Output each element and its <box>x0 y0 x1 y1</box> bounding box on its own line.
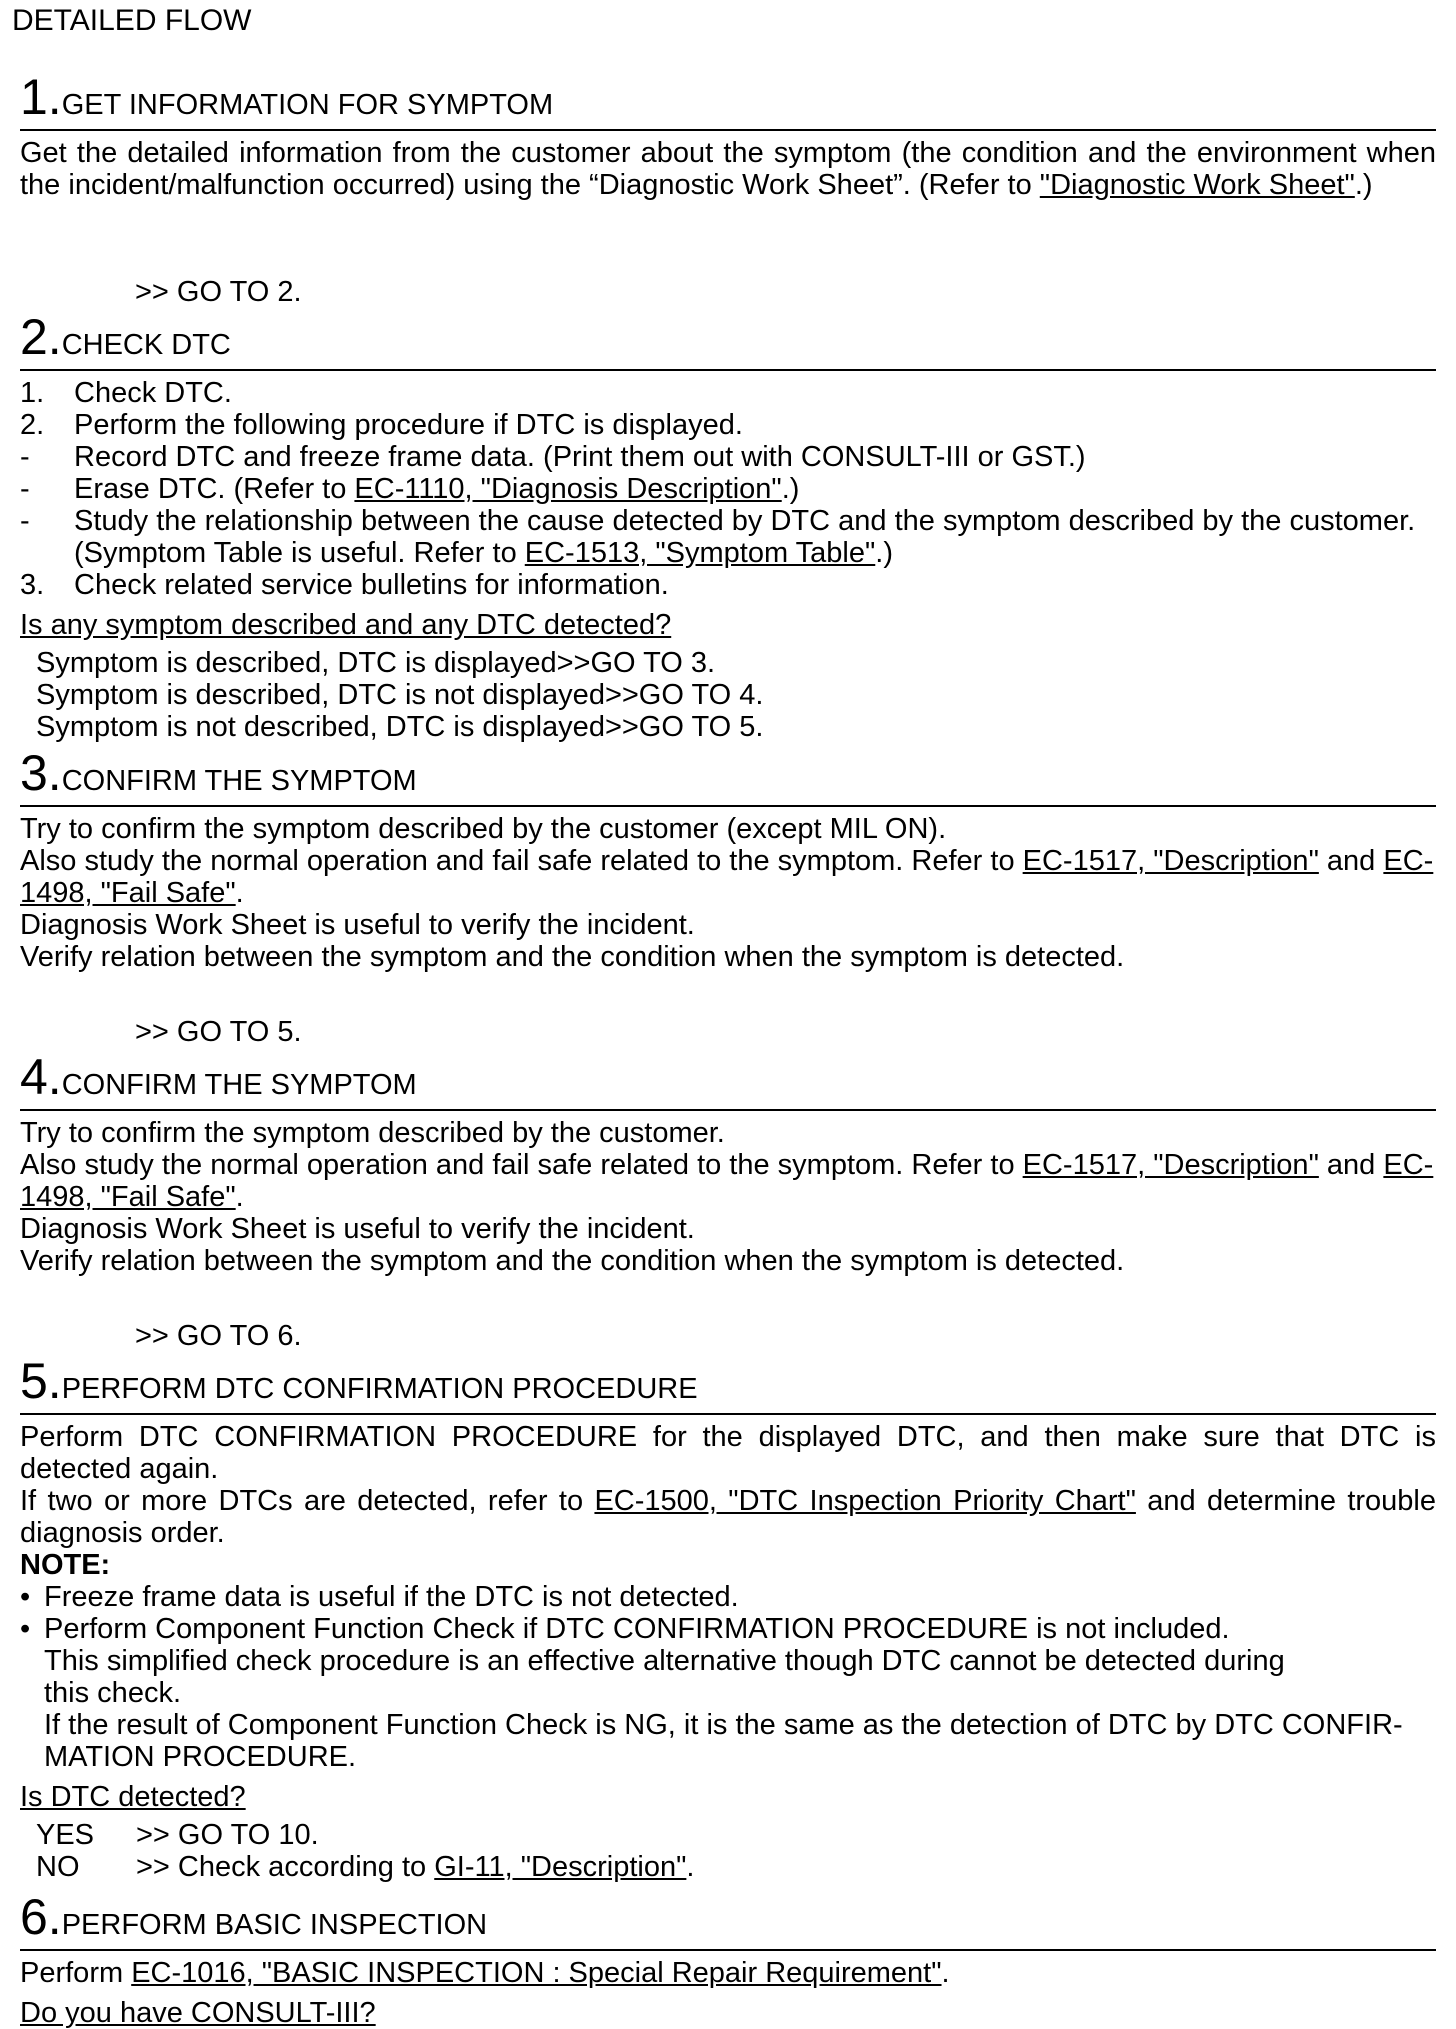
paragraph: Try to confirm the symptom described by the customer. <box>20 1117 725 1149</box>
list-marker: - <box>20 505 30 537</box>
step-number: 1. <box>20 69 62 125</box>
paragraph <box>20 845 1436 909</box>
step-body <box>20 807 1436 973</box>
step-title: CONFIRM THE SYMPTOM <box>61 765 417 797</box>
step-body <box>20 131 1436 201</box>
list-item <box>20 505 1436 569</box>
paragraph: Try to confirm the symptom described by the customer (except MIL ON). <box>20 813 947 845</box>
step-2 <box>20 309 1436 743</box>
step-number: 6. <box>20 1889 62 1945</box>
goto-step-2: >> GO TO 2. <box>135 276 302 308</box>
paragraph <box>20 1149 1436 1213</box>
note-text: If the result of Component Function Check is NG, it is the same as the detection of DTC by DTC CONFIR- MATION PROCEDURE. <box>44 1709 1403 1773</box>
bullet-marker: • <box>20 1581 31 1613</box>
step-number: 5. <box>20 1353 62 1409</box>
text: Get the detailed information from the customer about the symptom (the condition and the environment when the incident/malfunction occurred) using the “Diagnostic Work Sheet”. (Refer to <box>20 137 1436 201</box>
answer-label: YES <box>36 1819 95 1851</box>
text: Also study the normal operation and fail safe related to the symptom. Refer to <box>20 845 1023 877</box>
step-header <box>20 745 1436 807</box>
text: and <box>1318 845 1384 877</box>
step-header <box>20 1889 1436 1951</box>
step-title: GET INFORMATION FOR SYMPTOM <box>61 89 554 121</box>
text: If two or more DTCs are detected, refer to <box>20 1485 595 1517</box>
paragraph <box>20 137 1436 201</box>
step-header <box>20 1353 1436 1415</box>
list-item <box>20 473 1436 505</box>
text: . <box>941 1957 950 1989</box>
text: Study the relationship between the cause detected by DTC and the symptom described by the customer. <box>74 505 1416 537</box>
list-item <box>20 441 1436 473</box>
text: . <box>235 1181 244 1213</box>
list-text <box>74 505 1436 569</box>
step-3 <box>20 745 1436 973</box>
step-header <box>20 1049 1436 1111</box>
link-ec-1513[interactable]: EC-1513, "Symptom Table" <box>524 537 876 569</box>
step-header <box>20 309 1436 371</box>
answer: Symptom is described, DTC is not displayed>>GO TO 4. <box>36 679 764 711</box>
link-ec-1517[interactable]: EC-1517, "Description" <box>1022 845 1319 877</box>
list-text: Perform Component Function Check if DTC CONFIRMATION PROCEDURE is not included. <box>44 1613 1230 1645</box>
note-label: NOTE: <box>20 1549 111 1581</box>
list-text: Record DTC and freeze frame data. (Print them out with CONSULT-III or GST.) <box>74 441 1086 473</box>
answer: Symptom is not described, DTC is displayed>>GO TO 5. <box>36 711 764 743</box>
note-text: This simplified check procedure is an effective alternative though DTC cannot be detected during this check. <box>44 1645 1285 1709</box>
text: and determine trouble diagnosis order. <box>20 1485 1436 1549</box>
text: >> Check according to <box>136 1851 435 1883</box>
text: Perform <box>20 1957 132 1989</box>
step-number: 4. <box>20 1049 62 1105</box>
text: Also study the normal operation and fail safe related to the symptom. Refer to <box>20 1149 1023 1181</box>
link-ec-1016[interactable]: EC-1016, "BASIC INSPECTION : Special Repair Requirement" <box>131 1957 942 1989</box>
text: .) <box>875 537 893 569</box>
step-number: 2. <box>20 309 62 365</box>
list-text: Perform the following procedure if DTC is displayed. <box>74 409 743 441</box>
text: .) <box>781 473 800 505</box>
step-body <box>20 1111 1436 1277</box>
step-header <box>20 69 1436 131</box>
answer-text <box>136 1851 694 1883</box>
link-ec-1500[interactable]: EC-1500, "DTC Inspection Priority Chart" <box>594 1485 1136 1517</box>
list-item <box>20 569 1436 601</box>
step-6 <box>20 1889 1436 2029</box>
link-diagnostic-work-sheet[interactable]: "Diagnostic Work Sheet" <box>1039 169 1355 201</box>
list-marker: 2. <box>20 409 45 441</box>
goto-step-5: >> GO TO 5. <box>135 1016 302 1048</box>
list-item <box>20 409 1436 441</box>
list-item <box>20 1581 1436 1613</box>
step-4 <box>20 1049 1436 1277</box>
decision-question: Is DTC detected? <box>20 1781 246 1813</box>
list-item <box>20 377 1436 409</box>
text: (Symptom Table is useful. Refer to <box>74 537 525 569</box>
text: .) <box>1354 169 1373 201</box>
text: . <box>686 1851 695 1883</box>
list-marker: - <box>20 473 30 505</box>
list-text: Check related service bulletins for information. <box>74 569 669 601</box>
step-body <box>20 1415 1436 1883</box>
list-text <box>74 473 1436 505</box>
step-body <box>20 1951 1436 2029</box>
answer-label: NO <box>36 1851 80 1883</box>
link-ec-1517[interactable]: EC-1517, "Description" <box>1022 1149 1319 1181</box>
text: and <box>1318 1149 1384 1181</box>
step-title: PERFORM DTC CONFIRMATION PROCEDURE <box>61 1373 698 1405</box>
link-ec-1110[interactable]: EC-1110, "Diagnosis Description" <box>354 473 782 505</box>
list-item <box>20 1613 1436 1645</box>
paragraph: Diagnosis Work Sheet is useful to verify the incident. <box>20 909 695 941</box>
list-marker: - <box>20 441 30 473</box>
goto-step-6: >> GO TO 6. <box>135 1320 302 1352</box>
step-body <box>20 371 1436 743</box>
paragraph <box>20 1485 1436 1549</box>
document-title: DETAILED FLOW <box>12 4 252 37</box>
step-5 <box>20 1353 1436 1883</box>
step-title: CONFIRM THE SYMPTOM <box>61 1069 417 1101</box>
answer-yes <box>20 1819 1436 1851</box>
list-marker: 3. <box>20 569 45 601</box>
bullet-marker: • <box>20 1613 31 1645</box>
paragraph: Verify relation between the symptom and the condition when the symptom is detected. <box>20 1245 1125 1277</box>
paragraph <box>20 1957 1436 1989</box>
paragraph: Diagnosis Work Sheet is useful to verify the incident. <box>20 1213 695 1245</box>
link-ec-1498[interactable]: EC-1498, "Fail Safe" <box>20 845 1434 909</box>
step-title: PERFORM BASIC INSPECTION <box>61 1909 488 1941</box>
answer-no <box>20 1851 1436 1883</box>
link-gi-11[interactable]: GI-11, "Description" <box>434 1851 687 1883</box>
answer: Symptom is described, DTC is displayed>>GO TO 3. <box>36 647 716 679</box>
paragraph: Verify relation between the symptom and the condition when the symptom is detected. <box>20 941 1125 973</box>
answer-text: >> GO TO 10. <box>136 1819 319 1851</box>
decision-question: Do you have CONSULT-III? <box>20 1997 376 2029</box>
step-title: CHECK DTC <box>61 329 231 361</box>
link-ec-1498[interactable]: EC-1498, "Fail Safe" <box>20 1149 1434 1213</box>
step-number: 3. <box>20 745 62 801</box>
list-marker: 1. <box>20 377 45 409</box>
list-text: Freeze frame data is useful if the DTC is not detected. <box>44 1581 739 1613</box>
list-text: Check DTC. <box>74 377 232 409</box>
decision-question: Is any symptom described and any DTC detected? <box>20 609 672 641</box>
step-1 <box>20 69 1436 201</box>
text: . <box>235 877 244 909</box>
text: Erase DTC. (Refer to <box>74 473 355 505</box>
paragraph: Perform DTC CONFIRMATION PROCEDURE for the displayed DTC, and then make sure that DTC is detected again. <box>20 1421 1436 1485</box>
